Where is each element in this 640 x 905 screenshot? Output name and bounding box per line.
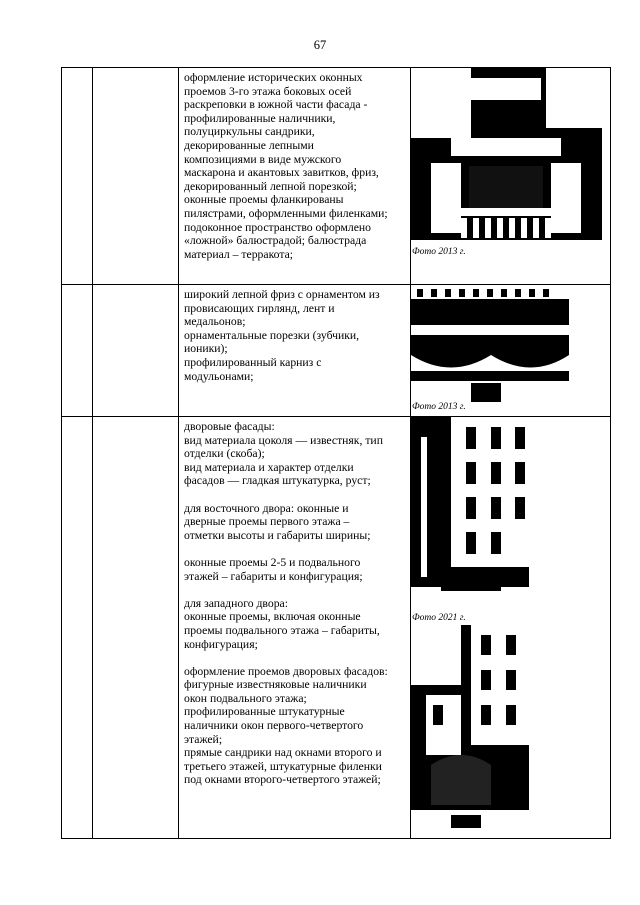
description-line: этажей – габариты и конфигурация; <box>184 569 363 583</box>
table-row <box>62 285 611 417</box>
west-courtyard-photo <box>411 625 529 828</box>
photo-cell <box>411 285 611 417</box>
description-line: проемы подвального этажа – габариты, <box>184 623 380 637</box>
description-text <box>179 417 410 788</box>
features-table <box>61 67 611 839</box>
description-line: полуциркульны сандрики, <box>184 125 315 139</box>
description-line: отметки высоты и габариты ширины; <box>184 528 371 542</box>
description-line: широкий лепной фриз с орнаментом из <box>184 288 380 301</box>
description-line: третьего этажей, штукатурные филенки <box>184 759 382 773</box>
description-line: оформление проемов дворовых фасадов: <box>184 664 388 678</box>
description-line: проемов 3-го этажа боковых осей <box>184 84 352 98</box>
empty-cell <box>93 285 179 417</box>
description-line: ионики); <box>184 342 228 356</box>
facade-window-photo <box>411 68 602 247</box>
description-text <box>179 68 410 262</box>
description-line: этажей; <box>184 732 223 746</box>
description-line: профилированные штукатурные <box>184 705 345 719</box>
description-line: провисающих гирлянд, лент и <box>184 301 335 315</box>
description-line: маскарона и акантовых завитков, фриз, <box>184 166 379 180</box>
description-line: материал – терракота; <box>184 247 294 261</box>
frieze-cornice-photo <box>411 285 569 402</box>
empty-cell <box>93 68 179 285</box>
east-courtyard-photo <box>411 417 529 613</box>
photo-cell <box>411 68 611 285</box>
description-line: фигурные известняковые наличники <box>184 678 367 692</box>
description-line: оконные проемы, включая оконные <box>184 610 361 624</box>
description-line: оконные проемы 2-5 и подвального <box>184 555 361 569</box>
description-line: под окнами второго-четвертого этажей; <box>184 773 381 787</box>
description-line: конфигурация; <box>184 637 258 651</box>
description-line <box>184 651 406 665</box>
description-line: раскреповки в южной части фасада - <box>184 98 368 112</box>
description-line: «ложной» балюстрадой; балюстрада <box>184 234 367 248</box>
description-line: декорированный лепной порезкой; <box>184 179 357 193</box>
description-cell <box>179 417 411 839</box>
description-line: для восточного двора: оконные и <box>184 501 349 515</box>
description-line: профилированные наличники, <box>184 111 336 125</box>
description-line <box>184 542 406 556</box>
page-number: 67 <box>313 38 327 52</box>
empty-cell <box>62 417 93 839</box>
description-line: окон подвального этажа; <box>184 691 307 705</box>
description-line: наличники окон первого-четвертого <box>184 719 364 733</box>
empty-cell <box>93 417 179 839</box>
description-line: фасадов — гладкая штукатурка, руст; <box>184 474 371 488</box>
description-line: медальонов; <box>184 315 246 329</box>
description-cell <box>179 68 411 285</box>
description-line: орнаментальные порезки (зубчики, <box>184 328 360 342</box>
table-row <box>62 417 611 839</box>
description-line <box>184 488 406 502</box>
description-line <box>184 583 406 597</box>
description-line: дверные проемы первого этажа – <box>184 515 350 529</box>
description-line: пилястрами, оформленными филенками; <box>184 206 388 220</box>
description-line: вид материала и характер отделки <box>184 460 354 474</box>
description-line: отделки (скоба); <box>184 447 265 461</box>
description-line: оформление исторических оконных <box>184 71 363 84</box>
table-row <box>62 68 611 285</box>
description-line: подоконное пространство оформлено <box>184 220 371 234</box>
photo-caption: Фото 2013 г. <box>412 402 466 412</box>
empty-cell <box>62 68 93 285</box>
description-line: дворовые фасады: <box>184 420 275 433</box>
description-cell <box>179 285 411 417</box>
description-line: прямые сандрики над окнами второго и <box>184 746 382 760</box>
photo-caption: Фото 2013 г. <box>412 247 466 257</box>
description-line: композициями в виде мужского <box>184 152 342 166</box>
description-text <box>179 285 410 384</box>
photo-cell <box>411 417 611 839</box>
empty-cell <box>62 285 93 417</box>
description-line: модульонами; <box>184 369 254 383</box>
description-line: для западного двора: <box>184 596 288 610</box>
description-line: декорированные лепными <box>184 138 314 152</box>
description-line: оконные проемы фланкированы <box>184 193 344 207</box>
description-line: профилированный карниз с <box>184 355 322 369</box>
photo-caption: Фото 2021 г. <box>412 613 466 623</box>
description-line: вид материала цоколя — известняк, тип <box>184 433 383 447</box>
